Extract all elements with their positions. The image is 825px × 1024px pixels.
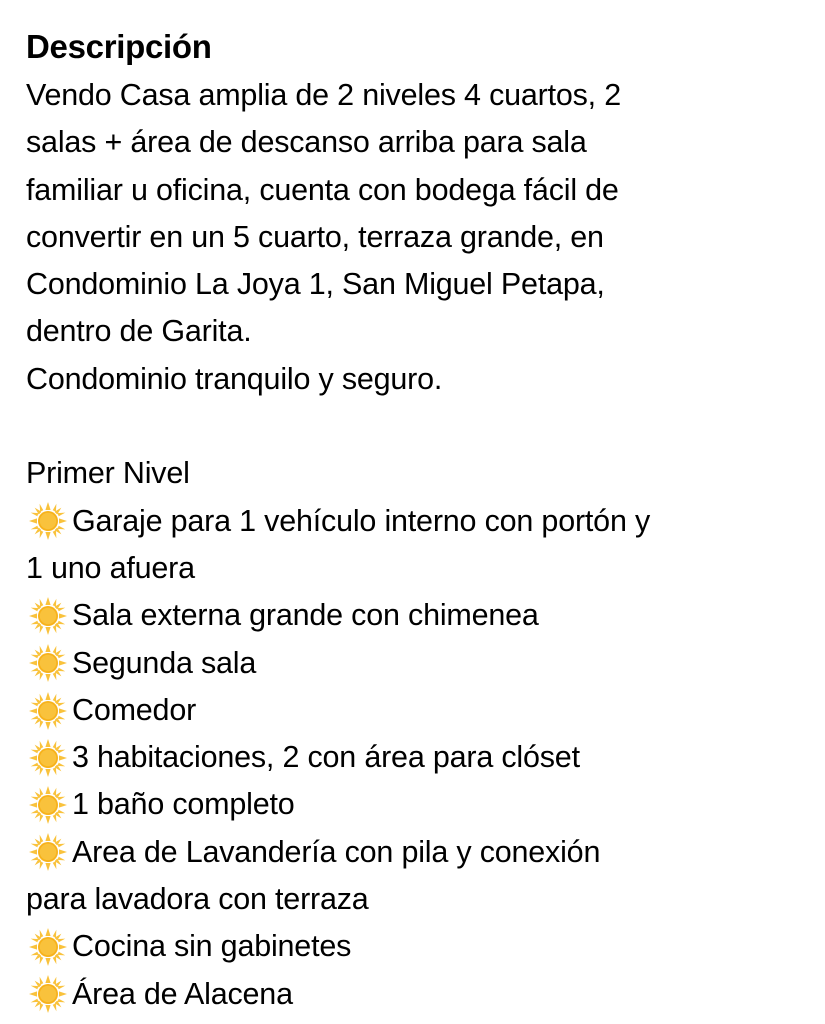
- feature-item: [26, 498, 816, 545]
- blank-line: [26, 403, 816, 450]
- sun-emoji-icon: [28, 691, 68, 731]
- feature-list: [26, 498, 816, 1018]
- description-line: Vendo Casa amplia de 2 niveles 4 cuartos, 2: [26, 78, 621, 112]
- sun-emoji-icon: [28, 501, 68, 541]
- description-line: Condominio La Joya 1, San Miguel Petapa,: [26, 267, 605, 302]
- feature-item: [26, 781, 816, 828]
- description-line: salas + área de descanso arriba para sala: [26, 125, 587, 160]
- sun-emoji-icon: [28, 596, 68, 636]
- feature-item-continuation: para lavadora con terraza: [26, 882, 369, 917]
- feature-item-text: Sala externa grande con chimenea: [72, 598, 539, 633]
- sun-emoji-icon: [28, 785, 68, 825]
- sun-emoji-icon: [28, 643, 68, 683]
- description-line: convertir en un 5 cuarto, terraza grande, en: [26, 219, 604, 254]
- description-line: familiar u oficina, cuenta con bodega fácil de: [26, 172, 619, 207]
- feature-item: [26, 687, 816, 734]
- feature-item: [26, 734, 816, 781]
- sun-emoji-icon: [28, 974, 68, 1014]
- feature-item: [26, 829, 816, 876]
- description-line: dentro de Garita.: [26, 314, 252, 349]
- description-body: [26, 72, 816, 403]
- feature-item-text: Area de Lavandería con pila y conexión: [72, 834, 601, 869]
- feature-item: [26, 971, 816, 1018]
- sun-emoji-icon: [28, 832, 68, 872]
- feature-item-text: 1 baño completo: [72, 787, 295, 822]
- sun-emoji-icon: [28, 738, 68, 778]
- description-title: Descripción: [26, 28, 212, 65]
- sun-emoji-icon: [28, 927, 68, 967]
- feature-item: [26, 923, 816, 970]
- feature-item-text: Área de Alacena: [72, 976, 293, 1011]
- feature-item-text: Comedor: [72, 692, 197, 727]
- feature-item: [26, 640, 816, 687]
- feature-item-text: Cocina sin gabinetes: [72, 929, 352, 964]
- feature-item-text: Segunda sala: [72, 645, 257, 680]
- feature-item-text: 3 habitaciones, 2 con área para clóset: [72, 740, 580, 775]
- section-heading: Primer Nivel: [26, 456, 190, 491]
- feature-item-continuation: 1 uno afuera: [26, 550, 195, 585]
- feature-item: [26, 592, 816, 639]
- feature-item-text: Garaje para 1 vehículo interno con portón y: [72, 503, 651, 538]
- description-line: Condominio tranquilo y seguro.: [26, 361, 443, 396]
- listing-description: [26, 22, 816, 1018]
